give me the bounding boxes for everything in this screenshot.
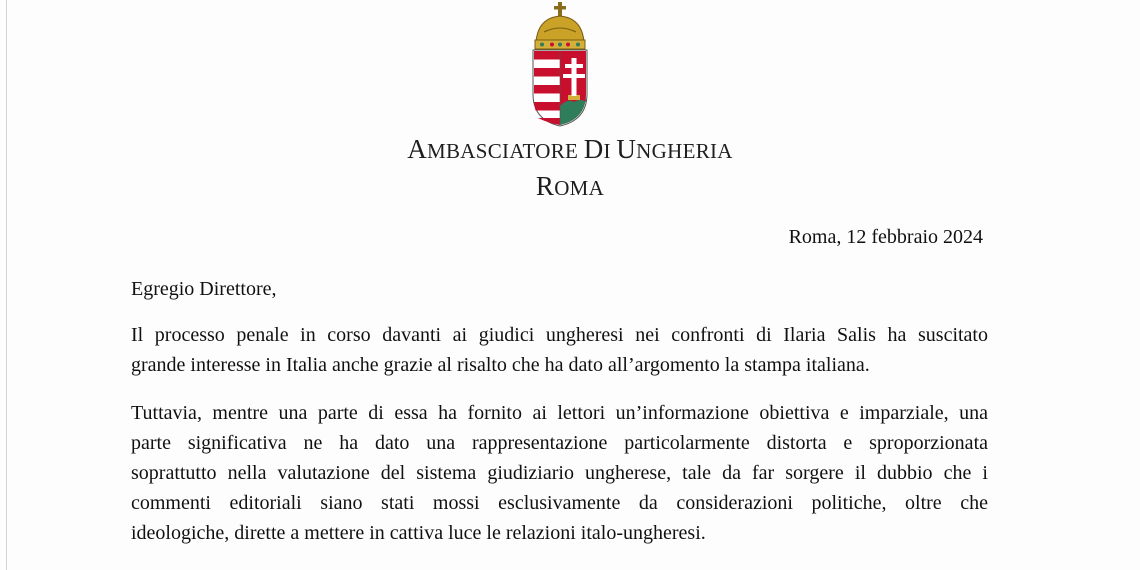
hungarian-coat-of-arms-icon <box>528 2 592 128</box>
salutation: Egregio Direttore, <box>131 278 277 300</box>
paragraph-line: commenti editoriali siano stati mossi esclusivamente da considerazioni politiche, oltre che <box>131 492 988 514</box>
scan-edge <box>6 0 7 570</box>
letterhead-title: AMBASCIATORE DI UNGHERIA <box>407 134 733 164</box>
paragraph-2 <box>131 398 988 548</box>
paragraph-line: soprattutto nella valutazione del sistema giudiziario ungherese, tale da far sorgere il dubbio che i <box>131 462 988 484</box>
letter-date: Roma, 12 febbraio 2024 <box>788 226 983 248</box>
paragraph-line: grande interesse in Italia anche grazie al risalto che ha dato all’argomento la stampa italiana. <box>131 354 870 376</box>
paragraph-line: Il processo penale in corso davanti ai giudici ungheresi nei confronti di Ilaria Salis ha suscitato <box>131 324 988 346</box>
letterhead-city: ROMA <box>535 171 605 201</box>
paragraph-line: parte significativa ne ha dato una rappresentazione particolarmente distorta e sproporzionata <box>131 432 988 454</box>
paragraph-line: Tuttavia, mentre una parte di essa ha fornito ai lettori un’informazione obiettiva e imparziale, una <box>131 402 988 424</box>
paragraph-1 <box>131 320 988 380</box>
paragraph-line: ideologiche, dirette a mettere in cattiva luce le relazioni italo-ungheresi. <box>131 522 706 544</box>
